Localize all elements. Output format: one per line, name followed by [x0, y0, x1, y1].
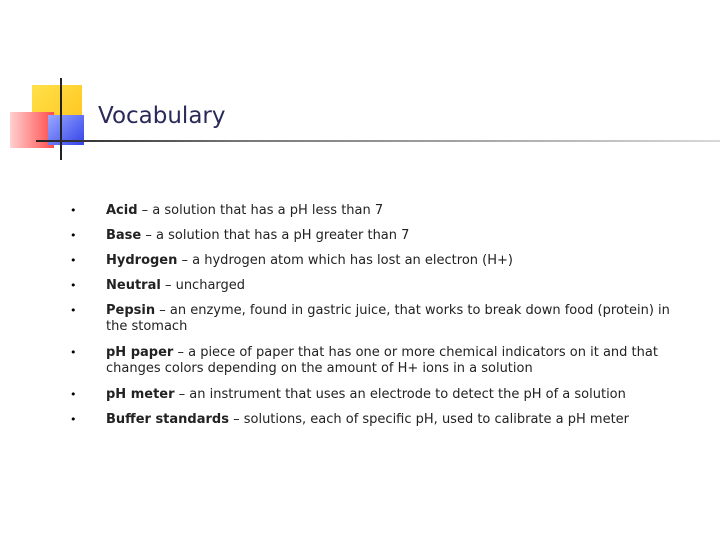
bullet-icon: • — [70, 229, 77, 242]
term: Acid — [106, 203, 138, 218]
bullet-icon: • — [70, 388, 77, 401]
list-item — [70, 228, 670, 244]
bullet-icon: • — [70, 204, 77, 217]
list-item — [70, 387, 670, 403]
term: Base — [106, 228, 142, 243]
term: Hydrogen — [106, 253, 178, 268]
definition: – a hydrogen atom which has lost an electron (H+) — [177, 253, 513, 268]
bullet-icon: • — [70, 254, 77, 267]
definition: – uncharged — [160, 278, 246, 293]
title-underline-rule — [36, 140, 720, 142]
term: Buffer standards — [106, 412, 229, 427]
slide-title: Vocabulary — [98, 103, 226, 129]
definition: – a solution that has a pH less than 7 — [137, 203, 384, 218]
vocabulary-list — [70, 203, 670, 428]
list-item — [70, 303, 670, 335]
term: Neutral — [106, 278, 161, 293]
definition: – solutions, each of specific pH, used to calibrate a pH meter — [228, 412, 630, 427]
bullet-icon: • — [70, 279, 77, 292]
bullet-icon: • — [70, 346, 77, 359]
list-item — [70, 412, 670, 428]
term: pH meter — [106, 387, 175, 402]
definition: – a solution that has a pH greater than 7 — [141, 228, 410, 243]
term: Pepsin — [106, 303, 156, 318]
definition: – a piece of paper that has one or more chemical indicators on it and that changes colors depending on the amount of H+ ions in a solution — [106, 345, 658, 376]
list-item — [70, 345, 670, 377]
list-item — [70, 203, 670, 219]
decor-vertical-rule — [60, 78, 62, 160]
definition: – an instrument that uses an electrode to detect the pH of a solution — [174, 387, 626, 402]
bullet-icon: • — [70, 304, 77, 317]
term: pH paper — [106, 345, 174, 360]
list-item — [70, 253, 670, 269]
bullet-icon: • — [70, 413, 77, 426]
list-item — [70, 278, 670, 294]
definition: – an enzyme, found in gastric juice, that works to break down food (protein) in the stomach — [106, 303, 670, 334]
